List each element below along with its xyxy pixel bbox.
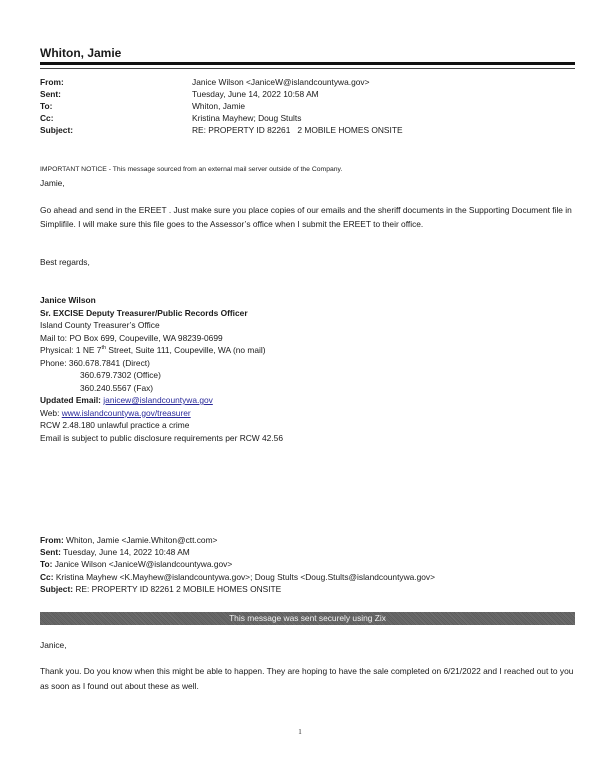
signature-disclosure-notice: Email is subject to public disclosure requirements per RCW 42.56 <box>40 432 283 443</box>
header-rule-thin <box>40 68 575 69</box>
physical-address-ordinal: th <box>101 345 107 352</box>
signature-web-label: Web: <box>40 407 60 418</box>
header-subject-value: RE: PROPERTY ID 82261 2 MOBILE HOMES ONSITE <box>192 125 403 135</box>
signature-web-line <box>40 407 283 420</box>
signature-office: Island County Treasurer’s Office <box>40 320 160 330</box>
fwd-cc-label: Cc: <box>40 571 54 582</box>
external-mail-notice: IMPORTANT NOTICE - This message sourced from an external mail server outside of the Company. <box>40 166 343 173</box>
fwd-sent-label: Sent: <box>40 547 61 558</box>
fwd-subject-row <box>40 583 435 595</box>
header-from-label: From: <box>40 77 64 87</box>
physical-address-start: Physical: 1 NE 7 <box>40 345 102 355</box>
fwd-to-value: Janice Wilson <JaniceW@islandcountywa.gov> <box>52 559 233 570</box>
signature-physical-address <box>40 344 283 357</box>
header-to-value: Whiton, Jamie <box>192 101 246 111</box>
email-owner-name: Whiton, Jamie <box>40 46 122 60</box>
header-rule-thick <box>40 62 575 65</box>
header-to-row <box>40 100 403 112</box>
signature-phone-fax: 360.240.5567 (Fax) <box>80 382 154 393</box>
original-salutation: Janice, <box>40 640 67 650</box>
reply-body: Go ahead and send in the EREET . Just make sure you place copies of our emails and the sheriff documents in the Supporting Document file in Simplifile. I will make sure this file goes to the Assessor’s office when I submit the EREET to their office. <box>40 205 572 229</box>
reply-salutation: Jamie, <box>40 178 65 188</box>
fwd-from-value: Whiton, Jamie <Jamie.Whiton@ctt.com> <box>63 535 218 545</box>
signature-block <box>40 294 283 444</box>
signature-rcw-notice: RCW 2.48.180 unlawful practice a crime <box>40 420 190 430</box>
signature-email-label: Updated Email: <box>40 395 101 405</box>
fwd-from-row <box>40 534 435 546</box>
fwd-subject-label: Subject: <box>40 583 74 594</box>
header-subject-label: Subject: <box>40 125 74 135</box>
physical-address-end: Street, Suite 111, Coupeville, WA (no mail) <box>106 345 266 355</box>
fwd-sent-row <box>40 546 435 558</box>
fwd-cc-row <box>40 571 435 583</box>
zix-secure-banner: This message was sent securely using Zix <box>40 612 575 625</box>
header-to-label: To: <box>40 101 53 111</box>
original-body: Thank you. Do you know when this might be able to happen. They are hoping to have the sale completed on 6/21/2022 and I reached out to you as soon as I found out about these as well. <box>40 666 574 691</box>
forwarded-header-block <box>40 534 435 595</box>
signature-name: Janice Wilson <box>40 295 96 305</box>
signature-title: Sr. EXCISE Deputy Treasurer/Public Records Officer <box>40 307 248 318</box>
header-from-value: Janice Wilson <JaniceW@islandcountywa.gov> <box>192 77 370 87</box>
header-cc-label: Cc: <box>40 113 54 123</box>
fwd-subject-value: RE: PROPERTY ID 82261 2 MOBILE HOMES ONSITE <box>73 583 282 594</box>
fwd-from-label: From: <box>40 535 64 545</box>
reply-closing: Best regards, <box>40 257 90 267</box>
fwd-sent-value: Tuesday, June 14, 2022 10:48 AM <box>60 547 190 558</box>
signature-mail-address: Mail to: PO Box 699, Coupeville, WA 98239-0699 <box>40 332 223 343</box>
signature-web-link[interactable]: www.islandcountywa.gov/treasurer <box>61 407 191 418</box>
fwd-to-row <box>40 558 435 570</box>
header-subject-row <box>40 124 403 136</box>
header-sent-value: Tuesday, June 14, 2022 10:58 AM <box>192 89 319 99</box>
fwd-to-label: To: <box>40 559 53 570</box>
signature-phone-office: 360.679.7302 (Office) <box>80 370 161 380</box>
header-sent-label: Sent: <box>40 89 61 99</box>
signature-email-line <box>40 394 283 407</box>
page-number: 1 <box>298 728 302 736</box>
signature-email-link[interactable]: janicew@islandcountywa.gov <box>103 395 213 405</box>
email-header-block <box>40 76 403 136</box>
header-from-row <box>40 76 403 88</box>
signature-phone-direct: Phone: 360.678.7841 (Direct) <box>40 357 150 368</box>
header-cc-row <box>40 112 403 124</box>
header-sent-row <box>40 88 403 100</box>
header-cc-value: Kristina Mayhew; Doug Stults <box>192 113 302 123</box>
fwd-cc-value: Kristina Mayhew <K.Mayhew@islandcountywa.gov>; Doug Stults <Doug.Stults@islandcountywa.gov> <box>53 571 436 582</box>
